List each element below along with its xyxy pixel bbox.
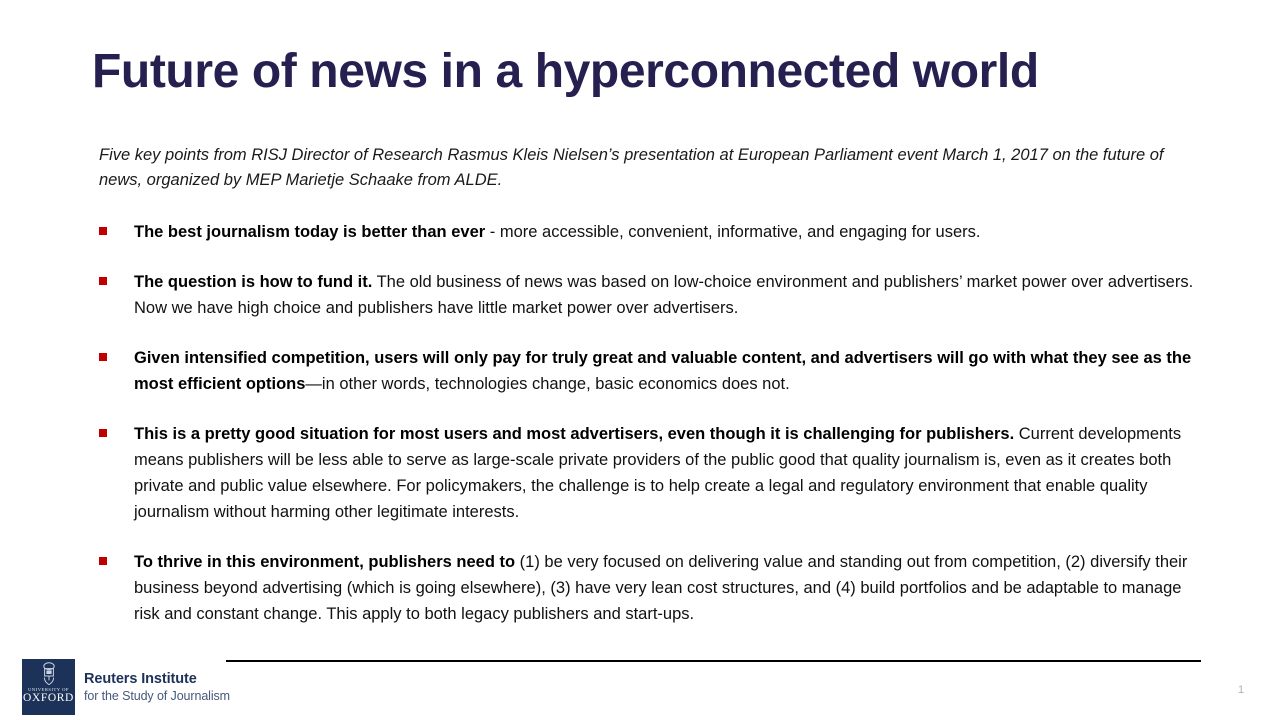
square-bullet-icon: [99, 429, 107, 437]
list-item: [97, 421, 1209, 525]
list-item-lead: Given intensified competition, users will only pay for truly great and valuable content, and advertisers will go with what they see as the most efficient options: [134, 349, 1192, 393]
list-item-text: [134, 421, 1209, 525]
square-bullet-icon: [99, 557, 107, 565]
page-title: Future of news in a hyperconnected world: [92, 45, 1039, 98]
reuters-institute-logo: [22, 659, 230, 715]
page-number: 1: [1238, 684, 1245, 696]
list-item-body: The old business of news was based on low-choice environment and publishers’ market power over advertisers. Now we have high choice and publishers have little market power over advertisers.: [134, 273, 1194, 317]
list-item-text: [134, 219, 1209, 245]
list-item: [97, 269, 1209, 321]
institute-name: Reuters Institute: [84, 671, 197, 687]
list-item-text: [134, 549, 1209, 627]
list-item-body: Current developments means publishers will be less able to serve as large-scale private providers of the public good that quality journalism is, even as it creates both private and public value elsewhere. For policymakers, the challenge is to help create a legal and regulatory environment that enable quality journalism without harming other legitimate interests.: [134, 425, 1182, 521]
list-item-lead: To thrive in this environment, publishers need to: [134, 553, 516, 571]
list-item-lead: The question is how to fund it.: [134, 273, 373, 291]
oxford-crest-icon: [38, 662, 60, 686]
oxford-wordmark: OXFORD: [23, 692, 74, 704]
institute-wordmark: [75, 659, 230, 715]
footer-divider: [226, 660, 1201, 662]
list-item-body: - more accessible, convenient, informative, and engaging for users.: [485, 223, 981, 241]
square-bullet-icon: [99, 227, 107, 235]
oxford-university-label: UNIVERSITY OF: [28, 687, 69, 692]
oxford-logo-mark: [22, 659, 75, 715]
list-item: [97, 549, 1209, 627]
institute-tagline: for the Study of Journalism: [84, 689, 230, 703]
list-item-body: (1) be very focused on delivering value and standing out from competition, (2) diversify their business beyond advertising (which is going elsewhere), (3) have very lean cost structures, and (4) build portfolios and be adaptable to manage risk and constant change. This apply to both legacy publishers and start-ups.: [134, 553, 1188, 623]
list-item-body: —in other words, technologies change, basic economics does not.: [305, 375, 790, 393]
list-item-text: [134, 345, 1209, 397]
list-item-lead: This is a pretty good situation for most users and most advertisers, even though it is challenging for publishers.: [134, 425, 1015, 443]
bullet-list: [97, 219, 1209, 627]
list-item-text: [134, 269, 1209, 321]
square-bullet-icon: [99, 277, 107, 285]
list-item: [97, 219, 1209, 245]
slide-subtitle: Five key points from RISJ Director of Research Rasmus Kleis Nielsen’s presentation at European Parliament event March 1, 2017 on the future of news, organized by MEP Marietje Schaake from ALDE.: [99, 146, 1164, 189]
list-item: [97, 345, 1209, 397]
list-item-lead: The best journalism today is better than ever: [134, 223, 486, 241]
square-bullet-icon: [99, 353, 107, 361]
